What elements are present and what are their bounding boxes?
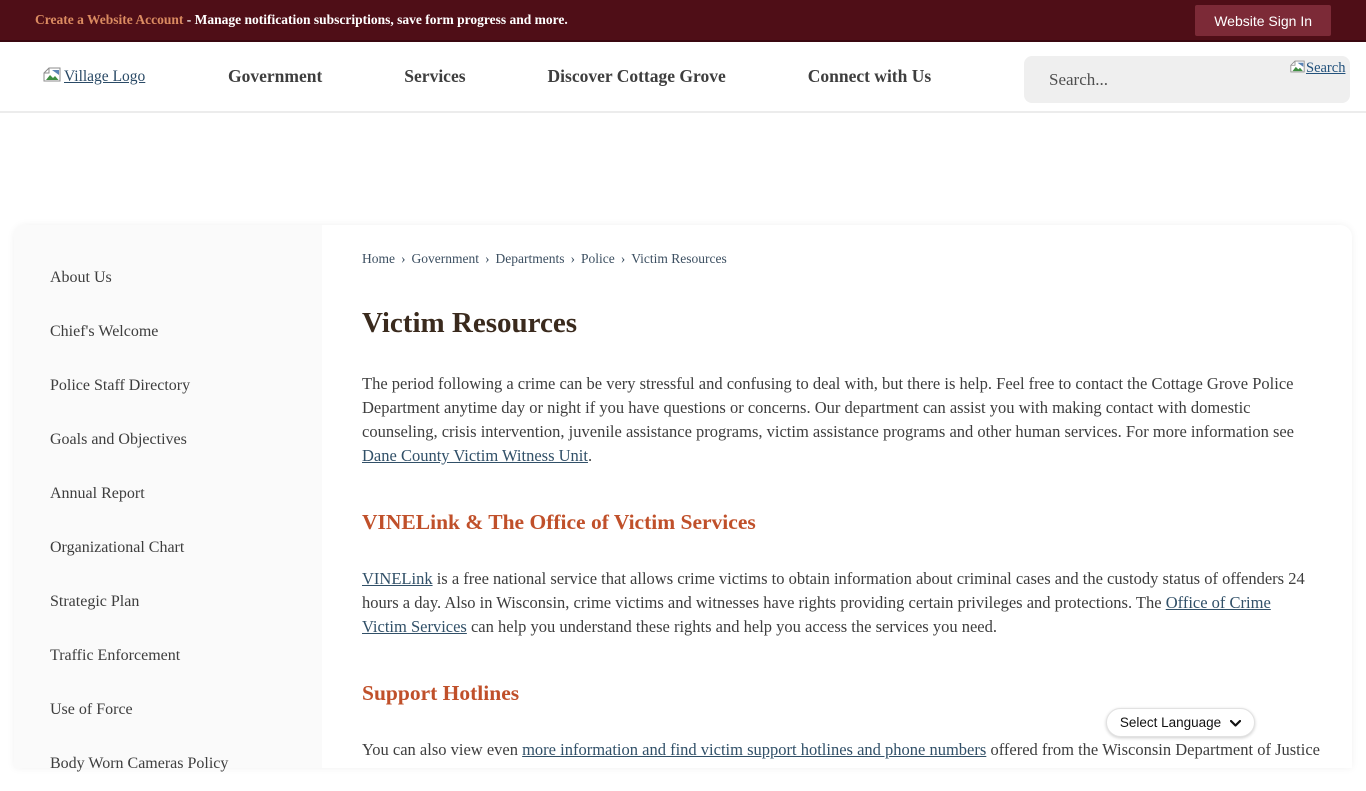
sidebar-item-body-worn-cameras-policy[interactable]: Body Worn Cameras Policy	[50, 755, 229, 772]
nav-connect-with-us[interactable]: Connect with Us	[807, 66, 932, 86]
village-logo-link[interactable]	[43, 67, 145, 87]
section-heading-vinelink: VINELink & The Office of Victim Services	[362, 510, 756, 534]
broken-image-icon	[43, 67, 61, 87]
dane-county-victim-witness-unit-link[interactable]: Dane County Victim Witness Unit	[362, 446, 588, 465]
hotlines-text-end: offered from the Wisconsin Department of Justice	[986, 740, 1320, 759]
nav-discover-cottage-grove[interactable]: Discover Cottage Grove	[547, 66, 726, 86]
village-logo-alt-text: Village Logo	[64, 67, 146, 85]
sidebar-item-traffic-enforcement[interactable]: Traffic Enforcement	[50, 647, 181, 664]
create-account-link[interactable]: Create a Website Account	[35, 12, 184, 27]
broken-image-icon	[1290, 60, 1305, 78]
breadcrumb-separator: ›	[570, 251, 575, 266]
top-banner	[0, 0, 1366, 42]
intro-text: The period following a crime can be very stressful and confusing to deal with, but there is help. Feel free to contact the Cottage Grove Police Department anytime day or night if you have questions or concerns. Our department can assist you with making contact with domestic counseling, crisis intervention, juvenile assistance programs, victim assistance programs and other human services. For more information see	[362, 374, 1295, 441]
breadcrumb	[362, 225, 1314, 267]
sidebar-item-goals-and-objectives[interactable]: Goals and Objectives	[50, 431, 187, 448]
search-button-alt-text: Search	[1306, 60, 1346, 76]
breadcrumb-departments[interactable]: Departments	[495, 251, 565, 266]
vinelink-link[interactable]: VINELink	[362, 569, 433, 588]
search-button[interactable]	[1290, 60, 1345, 78]
intro-text-end: .	[587, 446, 593, 465]
breadcrumb-government[interactable]: Government	[411, 251, 479, 266]
breadcrumb-police[interactable]: Police	[580, 251, 615, 266]
hotlines-text: You can also view even	[362, 740, 523, 759]
section-heading-support-hotlines: Support Hotlines	[362, 681, 520, 705]
breadcrumb-separator: ›	[620, 251, 626, 266]
select-language-label: Select Language	[1119, 715, 1222, 730]
banner-message	[35, 12, 568, 28]
victim-support-hotlines-link[interactable]: more information and find victim support hotlines and phone numbers	[522, 740, 987, 759]
website-sign-in-button[interactable]: Website Sign In	[1195, 5, 1331, 36]
chevron-down-icon	[1230, 715, 1241, 730]
support-hotlines-paragraph	[362, 738, 1320, 762]
sidebar-item-organizational-chart[interactable]: Organizational Chart	[50, 539, 185, 556]
main-content	[362, 225, 1320, 762]
content-card	[14, 225, 1352, 772]
main-navigation	[228, 42, 931, 111]
breadcrumb-separator: ›	[401, 251, 406, 266]
breadcrumb-separator: ›	[484, 251, 490, 266]
vinelink-paragraph	[362, 567, 1314, 639]
sidebar-item-police-staff-directory[interactable]: Police Staff Directory	[50, 377, 191, 394]
site-header	[0, 42, 1366, 113]
breadcrumb-home[interactable]: Home	[362, 251, 395, 266]
banner-message-suffix: - Manage notification subscriptions, save form progress and more.	[183, 12, 568, 27]
sidebar-item-annual-report[interactable]: Annual Report	[50, 485, 145, 502]
sidebar-item-about-us[interactable]: About Us	[50, 269, 112, 286]
breadcrumb-current-page: Victim Resources	[631, 251, 727, 266]
select-language-dropdown[interactable]	[1106, 708, 1255, 737]
sidebar-item-chiefs-welcome[interactable]: Chief's Welcome	[50, 323, 159, 340]
sidebar-menu	[14, 225, 322, 772]
nav-government[interactable]: Government	[228, 66, 323, 86]
page-title: Victim Resources	[362, 307, 578, 339]
nav-services[interactable]: Services	[404, 66, 466, 86]
intro-paragraph	[362, 372, 1314, 468]
vinelink-text-end: can help you understand these rights and help you access the services you need.	[466, 617, 997, 636]
sidebar-item-strategic-plan[interactable]: Strategic Plan	[50, 593, 140, 610]
vinelink-text: is a free national service that allows crime victims to obtain information about criminal cases and the custody status of offenders 24 hours a day. Also in Wisconsin, crime victims and witnesses have rights providing certain privileges and protections. The	[362, 569, 1305, 612]
sidebar-item-use-of-force[interactable]: Use of Force	[50, 701, 133, 718]
office-of-crime-victim-services-link[interactable]: Office of Crime Victim Services	[362, 593, 1271, 636]
